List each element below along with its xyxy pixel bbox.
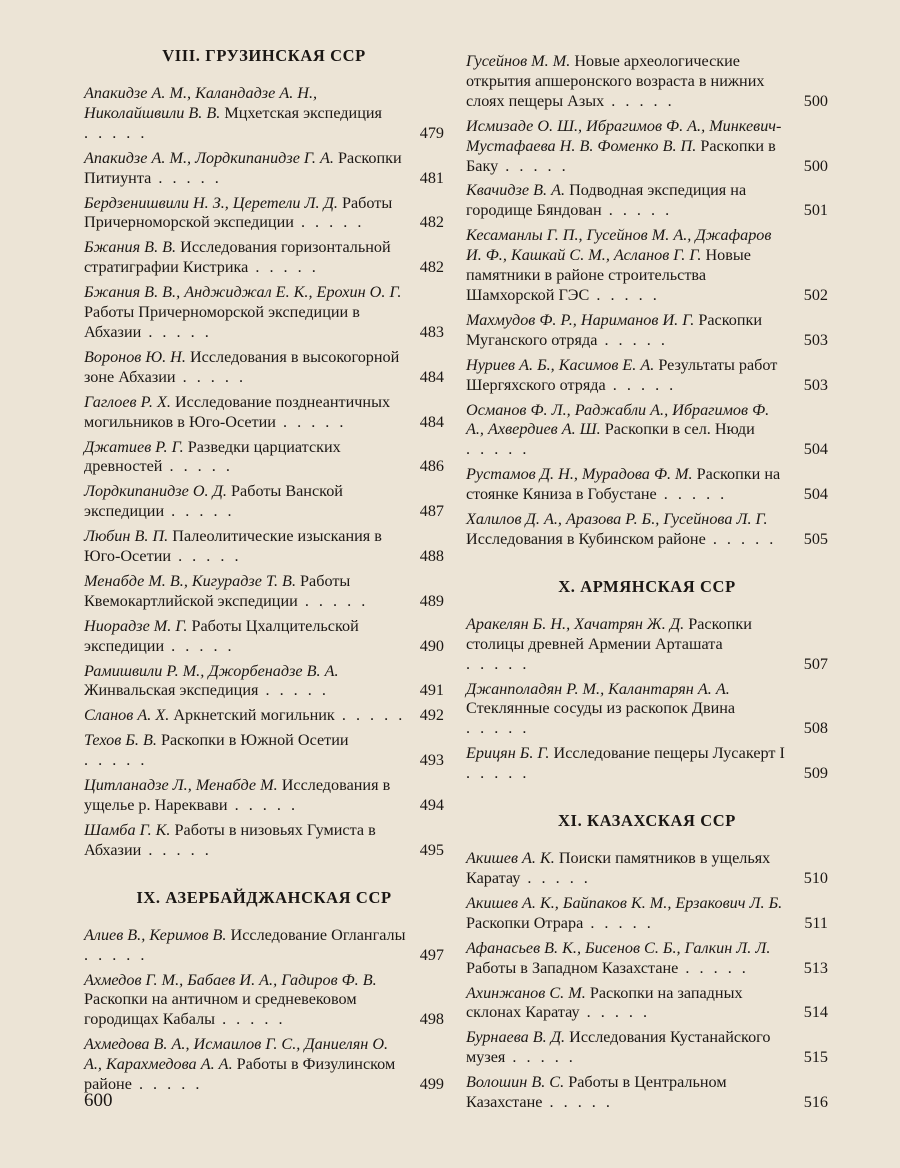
- toc-entry: [466, 615, 828, 675]
- entry-authors: Османов Ф. Л., Раджабли А., Ибрагимов Ф. А., Ахвердиев А. Ш.: [466, 400, 770, 439]
- entry-title: Результаты работ Шергяхского отряда: [466, 355, 778, 394]
- toc-entry: [466, 52, 828, 112]
- right-column: [466, 52, 828, 1118]
- entry-authors: Ниорадзе М. Г.: [84, 616, 188, 635]
- entry-title: Палеолитические изыскания в Юго-Осетии: [84, 527, 382, 566]
- entry-authors: Волошин В. С.: [466, 1073, 565, 1092]
- entry-title: Работы Квемокартлийской экспедиции: [84, 571, 351, 610]
- entry-authors: Бурнаева В. Д.: [466, 1028, 566, 1047]
- entry-authors: Рустамов Д. Н., Мурадова Ф. М.: [466, 465, 693, 484]
- entry-authors: Халилов Д. А., Аразова Р. Б., Гусейнова Л. Г.: [466, 510, 768, 529]
- entry-text: [466, 894, 790, 934]
- entry-authors: Шамба Г. К.: [84, 820, 171, 839]
- toc-entry: [84, 662, 444, 702]
- entry-page-number: 484: [419, 367, 444, 386]
- toc-entry: [84, 238, 444, 278]
- section-gap: [466, 789, 828, 811]
- toc-entry: [84, 527, 444, 567]
- entry-page-number: 508: [803, 719, 828, 738]
- entry-text: [84, 438, 406, 478]
- leader-dots: . . . . .: [164, 502, 235, 521]
- entry-page-number: 513: [803, 958, 828, 977]
- entry-title: Аркнетский могильник: [169, 706, 335, 725]
- entry-page-number: 483: [419, 322, 444, 341]
- entry-title: Раскопки на стоянке Кяниза в Гобустане: [466, 465, 781, 504]
- entry-page-number: 515: [803, 1048, 828, 1067]
- entry-text: [84, 662, 406, 702]
- toc-entry: [84, 84, 444, 144]
- entry-page-number: 500: [803, 156, 828, 175]
- toc-entry: [466, 311, 828, 351]
- leader-dots: . . . . .: [227, 796, 299, 814]
- entry-text: [466, 117, 790, 177]
- entry-title: Раскопки Муганского отряда: [466, 310, 763, 349]
- entry-text: [466, 849, 790, 889]
- entry-authors: Махмудов Ф. Р., Нариманов И. Г.: [466, 310, 695, 329]
- section-title: VIII. ГРУЗИНСКАЯ ССР: [162, 46, 366, 65]
- toc-entry: [466, 984, 828, 1024]
- entry-page-number: 487: [419, 502, 444, 521]
- entry-title: Новые археологические открытия апшеронского возраста в нижних слоях пещеры Азых: [466, 52, 765, 110]
- leader-dots: . . . . .: [171, 547, 242, 566]
- entry-authors: Акишев А. К., Байпаков К. М., Ерзакович Л. Б.: [466, 893, 783, 912]
- toc-entry: [84, 971, 444, 1031]
- entry-page-number: 502: [803, 285, 828, 304]
- entry-page-number: 493: [419, 751, 444, 770]
- entry-page-number: 514: [803, 1003, 828, 1022]
- entry-authors: Цитланадзе Л., Менабде М.: [84, 776, 278, 795]
- entry-text: [466, 615, 790, 675]
- entry-text: [84, 926, 406, 966]
- entry-page-number: 504: [803, 485, 828, 504]
- entry-page-number: 481: [419, 168, 444, 187]
- leader-dots: . . . . .: [466, 719, 530, 738]
- entry-text: [466, 226, 790, 306]
- leader-dots: . . . . .: [215, 1010, 286, 1029]
- toc-entry: [84, 438, 444, 478]
- entry-text: [84, 731, 406, 771]
- entry-text: [84, 238, 406, 278]
- entry-title: Работы Причерноморской экспедиции в Абхазии: [84, 303, 360, 341]
- leader-dots: . . . . .: [583, 913, 654, 932]
- entry-page-number: 497: [419, 945, 444, 964]
- entry-title: Раскопки в Баку: [466, 136, 776, 175]
- leader-dots: . . . . .: [505, 1048, 576, 1067]
- entry-title: Раскопки Отрара: [466, 913, 584, 932]
- entry-authors: Воронов Ю. Н.: [84, 347, 186, 366]
- entry-text: [466, 181, 790, 221]
- entry-authors: Менабде М. В., Кигурадзе Т. В.: [84, 571, 296, 590]
- leader-dots: . . . . .: [589, 285, 660, 304]
- leader-dots: . . . . .: [498, 156, 569, 175]
- entry-authors: Гаглоев Р. Х.: [84, 392, 171, 411]
- entry-page-number: 507: [803, 654, 828, 673]
- entry-authors: Алиев В., Керимов В.: [84, 925, 227, 944]
- entry-text: [466, 984, 790, 1024]
- entry-title: Исследования горизонтальной стратиграфии Кистрика: [84, 238, 391, 277]
- entry-text: [84, 482, 406, 522]
- entry-title: Исследование пещеры Лусакерт I: [549, 744, 785, 763]
- entry-title: Подводная экспедиция на городище Бяндован: [466, 181, 747, 220]
- entry-title: Исследования в высокогорной зоне Абхазии: [84, 347, 400, 386]
- entry-page-number: 495: [419, 840, 444, 859]
- leader-dots: . . . . .: [258, 681, 329, 700]
- entry-title: Исследования Кустанайского музея: [466, 1028, 771, 1067]
- entry-page-number: 494: [419, 796, 444, 814]
- entry-page-number: 498: [419, 1010, 444, 1029]
- leader-dots: . . . . .: [579, 1003, 651, 1022]
- entry-page-number: 482: [419, 213, 444, 232]
- entry-title: Работы в Центральном Казахстане: [466, 1073, 727, 1112]
- entry-text: [466, 52, 790, 112]
- entry-page-number: 482: [419, 258, 444, 277]
- leader-dots: . . . . .: [601, 201, 673, 220]
- section-title: XI. КАЗАХСКАЯ ССР: [558, 811, 736, 831]
- leader-dots: . . . . .: [141, 840, 212, 859]
- entry-title: Раскопки Питиунта: [84, 148, 402, 187]
- leader-dots: . . . . .: [84, 751, 148, 770]
- entry-text: [84, 149, 406, 189]
- leader-dots: . . . . .: [175, 367, 247, 386]
- leader-dots: . . . . .: [520, 869, 591, 887]
- leader-dots: . . . . .: [151, 168, 222, 187]
- toc-entry: [84, 731, 444, 771]
- toc-entry: [466, 1028, 828, 1068]
- entry-authors: Ерицян Б. Г.: [466, 744, 550, 763]
- entry-authors: Любин В. П.: [84, 527, 169, 546]
- entry-authors: Кесаманлы Г. П., Гусейнов М. А., Джафаров И. Ф., Кашкай С. М., Асланов Г. Г.: [466, 226, 772, 265]
- entry-authors: Ахмедов Г. М., Бабаев И. А., Гадиров Ф. В.: [84, 970, 377, 989]
- toc-entry: [466, 894, 828, 934]
- entry-page-number: 488: [419, 547, 444, 566]
- entry-title: Исследование позднеантичных могильников в Юго-Осетии: [84, 392, 391, 431]
- entry-authors: Ахмедова В. А., Исмаилов Г. С., Даниелян О. А., Карахмедова А. А.: [84, 1035, 389, 1074]
- entry-page-number: 509: [803, 764, 828, 783]
- toc-entry: [466, 939, 828, 979]
- entry-text: [84, 393, 406, 433]
- entry-text: [84, 617, 406, 657]
- toc-entry: [84, 572, 444, 612]
- leader-dots: . . . . .: [656, 485, 728, 504]
- toc-entry: [84, 482, 444, 522]
- leader-dots: . . . . .: [164, 636, 235, 655]
- entry-text: [466, 510, 790, 550]
- entry-title: Работы в Физулинском районе: [84, 1055, 396, 1094]
- leader-dots: . . . . .: [248, 258, 319, 277]
- entry-page-number: 501: [803, 201, 828, 220]
- entry-text: [466, 744, 790, 784]
- entry-text: [84, 348, 406, 388]
- toc-entry: [84, 926, 444, 966]
- entry-title: Работы в Западном Казахстане: [466, 958, 679, 977]
- entry-title: Исследования в Кубинском районе: [466, 529, 706, 548]
- entry-authors: Апакидзе А. М., Каландадзе А. Н., Николайшвили В. В.: [84, 84, 318, 122]
- leader-dots: . . . . .: [466, 440, 530, 459]
- toc-entry: [84, 1035, 444, 1095]
- entry-title: Раскопки на западных склонах Каратау: [466, 983, 743, 1022]
- entry-text: [466, 401, 790, 461]
- toc-entry: [466, 744, 828, 784]
- entry-text: [466, 1028, 790, 1068]
- entry-title: Стеклянные сосуды из раскопок Двина: [466, 699, 736, 718]
- entry-page-number: 504: [803, 440, 828, 459]
- leader-dots: . . . . .: [162, 457, 233, 476]
- entry-title: Работы Цхалцительской экспедиции: [84, 616, 359, 655]
- toc-entry: [84, 393, 444, 433]
- toc-entry: [466, 510, 828, 550]
- entry-authors: Бжания В. В.: [84, 238, 177, 257]
- entry-authors: Исмизаде О. Ш., Ибрагимов Ф. А., Минкевич-Мустафаева Н. В. Фоменко В. П.: [466, 116, 782, 155]
- entry-page-number: 484: [419, 412, 444, 431]
- entry-text: [84, 821, 406, 861]
- entry-page-number: 500: [803, 91, 828, 110]
- toc-entry: [84, 194, 444, 234]
- toc-entry: [466, 117, 828, 177]
- toc-entry: [466, 181, 828, 221]
- entry-authors: Нуриев А. Б., Касимов Е. А.: [466, 355, 655, 374]
- entry-authors: Джатиев Р. Г.: [84, 437, 184, 456]
- entry-title: Жинвальская экспедиция: [84, 681, 259, 700]
- entry-title: Поиски памятников в ущельях Каратау: [466, 849, 771, 887]
- entry-text: [466, 311, 790, 351]
- entry-text: [466, 939, 790, 979]
- leader-dots: . . . . .: [705, 529, 777, 548]
- section-title: IX. АЗЕРБАЙДЖАНСКАЯ ССР: [136, 887, 392, 907]
- entry-text: [84, 706, 406, 726]
- leader-dots: . . . . .: [605, 375, 677, 394]
- page-number: 600: [84, 1090, 113, 1111]
- entry-text: [84, 527, 406, 567]
- left-column: [84, 46, 444, 1100]
- entry-title: Работы Причерноморской экспедиции: [84, 193, 393, 232]
- entry-title: Мцхетская экспедиция: [220, 103, 382, 122]
- entry-page-number: 486: [419, 457, 444, 476]
- entry-text: [466, 1073, 790, 1113]
- entry-text: [466, 356, 790, 396]
- leader-dots: . . . . .: [542, 1093, 613, 1112]
- entry-text: [84, 84, 406, 144]
- toc-entry: [466, 1073, 828, 1113]
- toc-entry: [466, 465, 828, 505]
- entry-page-number: 492: [419, 706, 444, 725]
- toc-entry: [84, 617, 444, 657]
- entry-page-number: 511: [804, 913, 828, 932]
- toc-entry: [84, 821, 444, 861]
- entry-page-number: 516: [803, 1093, 828, 1112]
- entry-authors: Афанасьев В. К., Бисенов С. Б., Галкин Л. Л.: [466, 938, 771, 957]
- toc-entry: [84, 149, 444, 189]
- leader-dots: . . . . .: [466, 764, 530, 783]
- toc-entry: [466, 356, 828, 396]
- leader-dots: . . . . .: [678, 958, 749, 977]
- entry-text: [466, 465, 790, 505]
- entry-page-number: 491: [419, 681, 444, 700]
- leader-dots: . . . . .: [84, 945, 148, 964]
- entry-text: [84, 971, 406, 1031]
- entry-authors: Квачидзе В. А.: [466, 181, 566, 200]
- leader-dots: . . . . .: [84, 123, 148, 142]
- entry-authors: Техов Б. В.: [84, 731, 157, 750]
- entry-title: Новые памятники в районе строительства Шамхорской ГЭС: [466, 246, 751, 304]
- entry-page-number: 489: [419, 591, 444, 610]
- entry-title: Исследования в ущелье р. Нареквави: [84, 776, 391, 814]
- entry-page-number: 490: [419, 636, 444, 655]
- toc-entry: [466, 226, 828, 306]
- entry-title: Работы в низовьях Гумиста в Абхазии: [84, 820, 376, 859]
- entry-authors: Аракелян Б. Н., Хачатрян Ж. Д.: [466, 614, 685, 633]
- entry-authors: Бердзенишвили Н. З., Церетели Л. Д.: [84, 193, 338, 212]
- entry-page-number: 505: [803, 529, 828, 548]
- entry-authors: Лордкипанидзе О. Д.: [84, 482, 227, 501]
- entry-title: Разведки царциатских древностей: [84, 437, 341, 476]
- leader-dots: . . . . .: [334, 706, 406, 725]
- leader-dots: . . . . .: [604, 91, 675, 110]
- entry-title: Раскопки в сел. Нюди: [600, 420, 755, 439]
- toc-entry: [84, 706, 444, 726]
- toc-entry: [84, 776, 444, 816]
- entry-title: Раскопки столицы древней Армении Арташата: [466, 614, 752, 653]
- entry-authors: Гусейнов М. М.: [466, 52, 571, 70]
- entry-authors: Рамишвили Р. М., Джорбенадзе В. А.: [84, 661, 339, 680]
- entry-text: [84, 572, 406, 612]
- toc-entry: [466, 401, 828, 461]
- leader-dots: . . . . .: [297, 591, 369, 610]
- entry-title: Раскопки на античном и средневековом городищах Кабалы: [84, 990, 357, 1029]
- entry-text: [84, 283, 406, 343]
- section-gap: [466, 555, 828, 577]
- entry-authors: Апакидзе А. М., Лордкипанидзе Г. А.: [84, 148, 334, 167]
- entry-authors: Ахинжанов С. М.: [466, 983, 586, 1002]
- toc-entry: [466, 849, 828, 889]
- entry-authors: Акишев А. К.: [466, 849, 555, 868]
- entry-text: [466, 680, 790, 740]
- leader-dots: . . . . .: [141, 322, 212, 341]
- entry-page-number: 499: [419, 1075, 444, 1094]
- entry-page-number: 479: [419, 123, 444, 142]
- entry-page-number: 503: [803, 375, 828, 394]
- leader-dots: . . . . .: [293, 213, 365, 232]
- leader-dots: . . . . .: [275, 412, 347, 431]
- entry-text: [84, 776, 406, 816]
- toc-entry: [466, 680, 828, 740]
- entry-authors: Джанполадян Р. М., Калантарян А. А.: [466, 679, 730, 698]
- leader-dots: . . . . .: [597, 330, 668, 349]
- toc-entry: [84, 348, 444, 388]
- leader-dots: . . . . .: [131, 1075, 203, 1094]
- entry-authors: Сланов А. Х.: [84, 706, 170, 725]
- entry-title: Раскопки в Южной Осетии: [156, 731, 349, 750]
- entry-title: Исследование Оглангалы: [226, 925, 406, 944]
- section-title: X. АРМЯНСКАЯ ССР: [558, 576, 736, 596]
- toc-entry: [84, 283, 444, 343]
- section-gap: [84, 866, 444, 888]
- entry-text: [84, 1035, 406, 1095]
- entry-text: [84, 194, 406, 234]
- entry-authors: Бжания В. В., Анджиджал Е. К., Ерохин О. Г.: [84, 283, 402, 302]
- entry-page-number: 503: [803, 330, 828, 349]
- entry-page-number: 510: [803, 869, 828, 887]
- leader-dots: . . . . .: [466, 654, 530, 673]
- entry-title: Работы Ванской экспедиции: [84, 482, 343, 521]
